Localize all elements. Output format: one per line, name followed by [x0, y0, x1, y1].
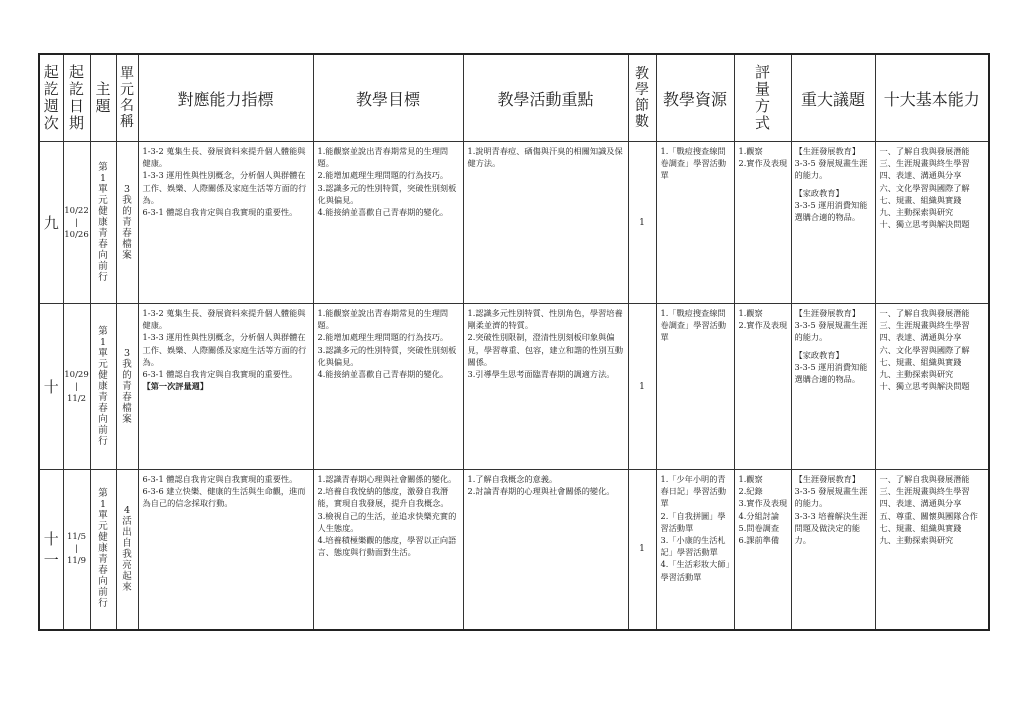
- abilities-cell: 一、了解自我與發展潛能 三、生涯規畫與終生學習 四、表達、溝通與分享 六、文化學習與國際了解 七、規畫、組織與實踐 九、主動探索與研究 十、獨立思考與解決問題: [875, 142, 989, 304]
- header-issues: 重大議題: [791, 54, 875, 142]
- objectives-cell: 1.能觀察並說出青春期常見的生理問題。 2.能增加處理生理問題的行為技巧。 3.認識多元的性別特質，突破性別刻板化與偏見。 4.能接納並喜歡自己青春期的變化。: [313, 142, 463, 304]
- abilities-cell: 一、了解自我與發展潛能 三、生涯規畫與終生學習 四、表達、溝通與分享 六、文化學習與國際了解 七、規畫、組織與實踐 九、主動探索與研究 十、獨立思考與解決問題: [875, 304, 989, 470]
- assessment-cell: 1.觀察 2.實作及表現: [734, 142, 791, 304]
- theme-cell: 第1單元健康青春向前行: [90, 304, 116, 470]
- theme-cell: 第1單元健康青春向前行: [90, 142, 116, 304]
- resources-cell: 1.「戰痘搜查線問卷調查」學習活動單: [656, 304, 734, 470]
- curriculum-sheet: [38, 53, 988, 631]
- issue-item: 【家政教育】 3-3-5 運用消費知能選購合適的物品。: [794, 349, 868, 385]
- assessment-cell: 1.觀察 2.實作及表現: [734, 304, 791, 470]
- activities-cell: 1.了解自我概念的意義。 2.討論青春期的心理與社會關係的變化。: [463, 470, 628, 630]
- assessment-cell: 1.觀察 2.紀錄 3.實作及表現 4.分組討論 5.問卷調查 6.課前準備: [734, 470, 791, 630]
- table-row: [39, 470, 989, 630]
- week-cell: 十一: [39, 470, 63, 630]
- hours-cell: 1: [628, 470, 656, 630]
- issue-item: 【生涯發展教育】 3-3-5 發展規畫生涯的能力。 3-3-3 培養解決生涯問題及做決定的能力。: [794, 474, 868, 546]
- indicators-cell: 1-3-2 蒐集生長、發展資料來提升個人體能與健康。 1-3-3 運用性與性別概念，分析個人與群體在工作、娛樂、人際關係及家庭生活等方面的行為。 6-3-1 體認自我肯定與自我實現的重要性。 【第一次評量週】: [138, 304, 313, 470]
- theme-cell: 第1單元健康青春向前行: [90, 470, 116, 630]
- week-cell: 九: [39, 142, 63, 304]
- hours-cell: 1: [628, 304, 656, 470]
- resources-cell: 1.「戰痘搜查線問卷調查」學習活動單: [656, 142, 734, 304]
- header-date: 起訖日期: [63, 54, 90, 142]
- date-cell: 10/29 | 11/2: [63, 304, 90, 470]
- curriculum-table: [38, 53, 990, 631]
- unit-cell: 3我的青春檔案: [116, 142, 138, 304]
- issue-item: 【生涯發展教育】 3-3-5 發展規畫生涯的能力。: [794, 308, 868, 343]
- date-cell: 11/5 | 11/9: [63, 470, 90, 630]
- unit-cell: 4活出自我亮起來: [116, 470, 138, 630]
- unit-cell: 3我的青春檔案: [116, 304, 138, 470]
- objectives-cell: 1.能觀察並說出青春期常見的生理問題。 2.能增加處理生理問題的行為技巧。 3.認識多元的性別特質，突破性別刻板化與偏見。 4.能接納並喜歡自己青春期的變化。: [313, 304, 463, 470]
- header-week: 起訖週次: [39, 54, 63, 142]
- hours-cell: 1: [628, 142, 656, 304]
- header-resources: 教學資源: [656, 54, 734, 142]
- header-objectives: 教學目標: [313, 54, 463, 142]
- issue-item: 【生涯發展教育】 3-3-5 發展規畫生涯的能力。: [794, 146, 868, 181]
- table-row: [39, 142, 989, 304]
- date-cell: 10/22 | 10/26: [63, 142, 90, 304]
- week-cell: 十: [39, 304, 63, 470]
- activities-cell: 1.說明青春痘、硒傷與汗臭的相關知識及保健方法。: [463, 142, 628, 304]
- header-abilities: 十大基本能力: [875, 54, 989, 142]
- abilities-cell: 一、了解自我與發展潛能 三、生涯規畫與終生學習 四、表達、溝通與分享 五、尊重、關懷與團隊合作 七、規畫、組織與實踐 九、主動探索與研究: [875, 470, 989, 630]
- header-activities: 教學活動重點: [463, 54, 628, 142]
- header-assessment: 評量方式: [734, 54, 791, 142]
- indicators-cell: 6-3-1 體認自我肯定與自我實現的重要性。 6-3-6 建立快樂、健康的生活與生命觀，進而為自己的信念採取行動。: [138, 470, 313, 630]
- header-row: [39, 54, 989, 142]
- exam-week-note: 【第一次評量週】: [142, 381, 209, 392]
- issues-cell: [791, 470, 875, 630]
- issues-cell: [791, 304, 875, 470]
- table-row: [39, 304, 989, 470]
- header-theme: 主題: [90, 54, 116, 142]
- activities-cell: 1.認識多元性別特質、性別角色，學習培養剛柔並濟的特質。 2.突破性別限制，澄清性別刻板印象與偏見，學習尊重、包容，建立和諧的性別互動關係。 3.引導學生思考面臨青春期的調適方法。: [463, 304, 628, 470]
- issue-item: 【家政教育】 3-3-5 運用消費知能選購合適的物品。: [794, 187, 868, 223]
- resources-cell: 1.「少年小明的青春日記」學習活動單 2.「自我拼圖」學習活動單 3.「小康的生活札記」學習活動單 4.「生活彩妝大師」學習活動單: [656, 470, 734, 630]
- header-indicators: 對應能力指標: [138, 54, 313, 142]
- objectives-cell: 1.認識青春期心理與社會關係的變化。 2.培養自我悅納的態度，激發自我潛能，實現自我發展，提升自我概念。 3.檢視自己的生活，並追求快樂充實的人生態度。 4.培養積極樂觀的態度，學習以正向語言、態度與行動面對生活。: [313, 470, 463, 630]
- header-unit: 單元名稱: [116, 54, 138, 142]
- header-hours: 教學節數: [628, 54, 656, 142]
- indicators-cell: 1-3-2 蒐集生長、發展資料來提升個人體能與健康。 1-3-3 運用性與性別概念，分析個人與群體在工作、娛樂、人際關係及家庭生活等方面的行為。 6-3-1 體認自我肯定與自我實現的重要性。: [138, 142, 313, 304]
- issues-cell: [791, 142, 875, 304]
